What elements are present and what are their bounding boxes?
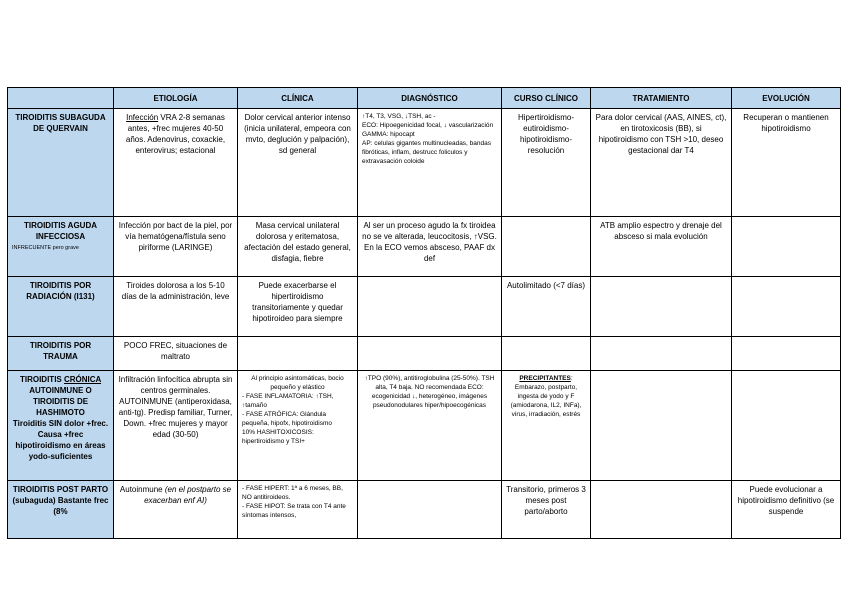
- disease-cell: TIROIDITIS POST PARTO (subaguda) Bastante frec (8%: [8, 481, 114, 539]
- clinica-cell: Dolor cervical anterior intenso (inicia unilateral, empeora con mvto, deglución y palpación), sd general: [238, 109, 358, 217]
- header-row: [8, 88, 841, 109]
- header-evolucion: EVOLUCIÓN: [732, 88, 841, 109]
- etiologia-text: VRA 2-8 semanas antes, +frec mujeres 40-50 años. Adenovirus, coxackie, enterovirus; estacional: [125, 113, 226, 155]
- header-clinica: CLÍNICA: [238, 88, 358, 109]
- diagnostico-line: AP: celulas gigantes multinucleadas, bandas fibróticas, inflam, destrucc foliculos y extravasación coloide: [362, 140, 491, 165]
- disease-cell: TIROIDITIS POR TRAUMA: [8, 337, 114, 371]
- curso-cell: Transitorio, primeros 3 meses post parto/aborto: [502, 481, 591, 539]
- clinica-line: 10% HASHITOXICOSIS: hipertiroidismo y TSI+: [242, 429, 314, 445]
- diagnostico-cell: [358, 481, 502, 539]
- table-row-trauma: [8, 337, 841, 371]
- diagnostico-line: ↑T4, T3, VSG, ↓TSH, ac -: [362, 113, 436, 120]
- tratamiento-cell: [591, 371, 732, 481]
- tratamiento-cell: Para dolor cervical (AAS, AINES, ct), en tirotoxicosis (BB), si hipotiroidismo con TSH >10, deseo gestacional dar T4: [591, 109, 732, 217]
- diagnostico-cell: [358, 337, 502, 371]
- evolucion-cell: Puede evolucionar a hipotiroidismo definitivo (se suspende: [732, 481, 841, 539]
- diagnostico-line: GAMMA: hipocapt: [362, 131, 415, 138]
- disease-title-pre: TIROIDITIS: [19, 375, 64, 384]
- clinica-cell: [238, 371, 358, 481]
- etiologia-cell: Tiroides dolorosa a los 5-10 días de la administración, leve: [114, 277, 238, 337]
- header-tratamiento: TRATAMIENTO: [591, 88, 732, 109]
- evolucion-cell: [732, 371, 841, 481]
- etiologia-text: Autoinmune: [119, 485, 165, 494]
- thyroiditis-table: [7, 87, 841, 539]
- curso-text: : Embarazo, postparto, ingesta de yodo y F (amiodarona, IL2, INFa), virus, irradiación, estrés: [510, 375, 582, 418]
- tratamiento-cell: [591, 277, 732, 337]
- disease-cell: [8, 371, 114, 481]
- diagnostico-line: ECO: Hipoegenicidad focal, ↓ vascularización: [362, 122, 494, 129]
- clinica-cell: Puede exacerbarse el hipertiroidismo transitoriamente y quedar hipotiroideo para siempre: [238, 277, 358, 337]
- table-row-aguda-infecciosa: [8, 217, 841, 277]
- etiologia-cell: Infiltración linfocítica abrupta sin centros germinales. AUTOINMUNE (antiperoxidasa, anti-tg). Predisp familiar, Turner, Down. +frec mujeres y mayor edad (30-50): [114, 371, 238, 481]
- curso-cell: [502, 371, 591, 481]
- evolucion-cell: Recuperan o mantienen hipotiroidismo: [732, 109, 841, 217]
- header-etiologia: ETIOLOGÍA: [114, 88, 238, 109]
- etiologia-cell: Infección por bact de la piel, por vía hematógena/fístula seno piriforme (LARINGE): [114, 217, 238, 277]
- disease-cell: TIROIDITIS POR RADIACIÓN (I131): [8, 277, 114, 337]
- clinica-line: Al principio asintomáticas, bocio pequeño y elástico: [251, 375, 344, 391]
- table-row-postparto: [8, 481, 841, 539]
- disease-title-underlined: CRÓNICA: [63, 375, 102, 384]
- etiologia-cell: POCO FREC, situaciones de maltrato: [114, 337, 238, 371]
- clinica-line: - FASE HIPOT: Se trata con T4 ante síntomas intensos,: [242, 503, 346, 519]
- disease-cell: TIROIDITIS SUBAGUDA DE QUERVAIN: [8, 109, 114, 217]
- tratamiento-cell: ATB amplio espectro y drenaje del absceso si mala evolución: [591, 217, 732, 277]
- header-diagnostico: DIAGNÓSTICO: [358, 88, 502, 109]
- tratamiento-cell: [591, 337, 732, 371]
- clinica-cell: [238, 337, 358, 371]
- clinica-cell: [238, 481, 358, 539]
- disease-extra: Tiroiditis SIN dolor +frec. Causa +frec hipotiroidismo en áreas yodo-suficientes: [12, 419, 109, 461]
- diagnostico-cell: Al ser un proceso agudo la fx tiroidea no se ve alterada, leucocitosis, ↑VSG. En la ECO vemos absceso, PAAF dx def: [358, 217, 502, 277]
- evolucion-cell: [732, 337, 841, 371]
- evolucion-cell: [732, 277, 841, 337]
- clinica-cell: Masa cervical unilateral dolorosa y eritematosa, afectación del estado general, disfagia, fiebre: [238, 217, 358, 277]
- diagnostico-cell: [358, 277, 502, 337]
- curso-cell: Autolimitado (<7 días): [502, 277, 591, 337]
- etiologia-cell: [114, 481, 238, 539]
- tratamiento-cell: [591, 481, 732, 539]
- diagnostico-cell: [358, 109, 502, 217]
- clinica-line: - FASE HIPERT: 1ª a 6 meses, BB, NO antitiroideos.: [242, 485, 343, 501]
- disease-title: TIROIDITIS AGUDA INFECCIOSA: [23, 221, 98, 241]
- curso-cell: Hipertiroidismo-eutiroidismo-hipotiroidismo-resolución: [502, 109, 591, 217]
- curso-title: PRECIPITANTES: [519, 375, 571, 382]
- disease-title-post: AUTOINMUNE O TIROIDITIS DE HASHIMOTO: [29, 386, 92, 417]
- diagnostico-cell: ↑TPO (90%), antitiroglobulina (25-50%). TSH alta, T4 baja. NO recomendada ECO: ecogenicidad ↓, heterogéneo, imágenes pseudonodulares hiper/hipoecogénicas: [358, 371, 502, 481]
- header-disease: [8, 88, 114, 109]
- etiologia-cell: [114, 109, 238, 217]
- header-curso-clinico: CURSO CLÍNICO: [502, 88, 591, 109]
- clinica-line: - FASE ATRÓFICA: Glándula pequeña, hipofx, hipotiroidismo: [242, 411, 332, 427]
- disease-note: INFRECUENTE pero grave: [12, 245, 79, 251]
- table-row-hashimoto: [8, 371, 841, 481]
- etiologia-italic: (en el postparto se exacerban enf AI): [144, 485, 232, 505]
- curso-cell: [502, 217, 591, 277]
- disease-cell: [8, 217, 114, 277]
- clinica-line: - FASE INFLAMATORIA: ↑TSH, ↑tamaño: [242, 393, 334, 409]
- evolucion-cell: [732, 217, 841, 277]
- table-row-quervain: [8, 109, 841, 217]
- table-row-radiacion: [8, 277, 841, 337]
- curso-cell: [502, 337, 591, 371]
- etiologia-underlined: Infección: [126, 113, 159, 122]
